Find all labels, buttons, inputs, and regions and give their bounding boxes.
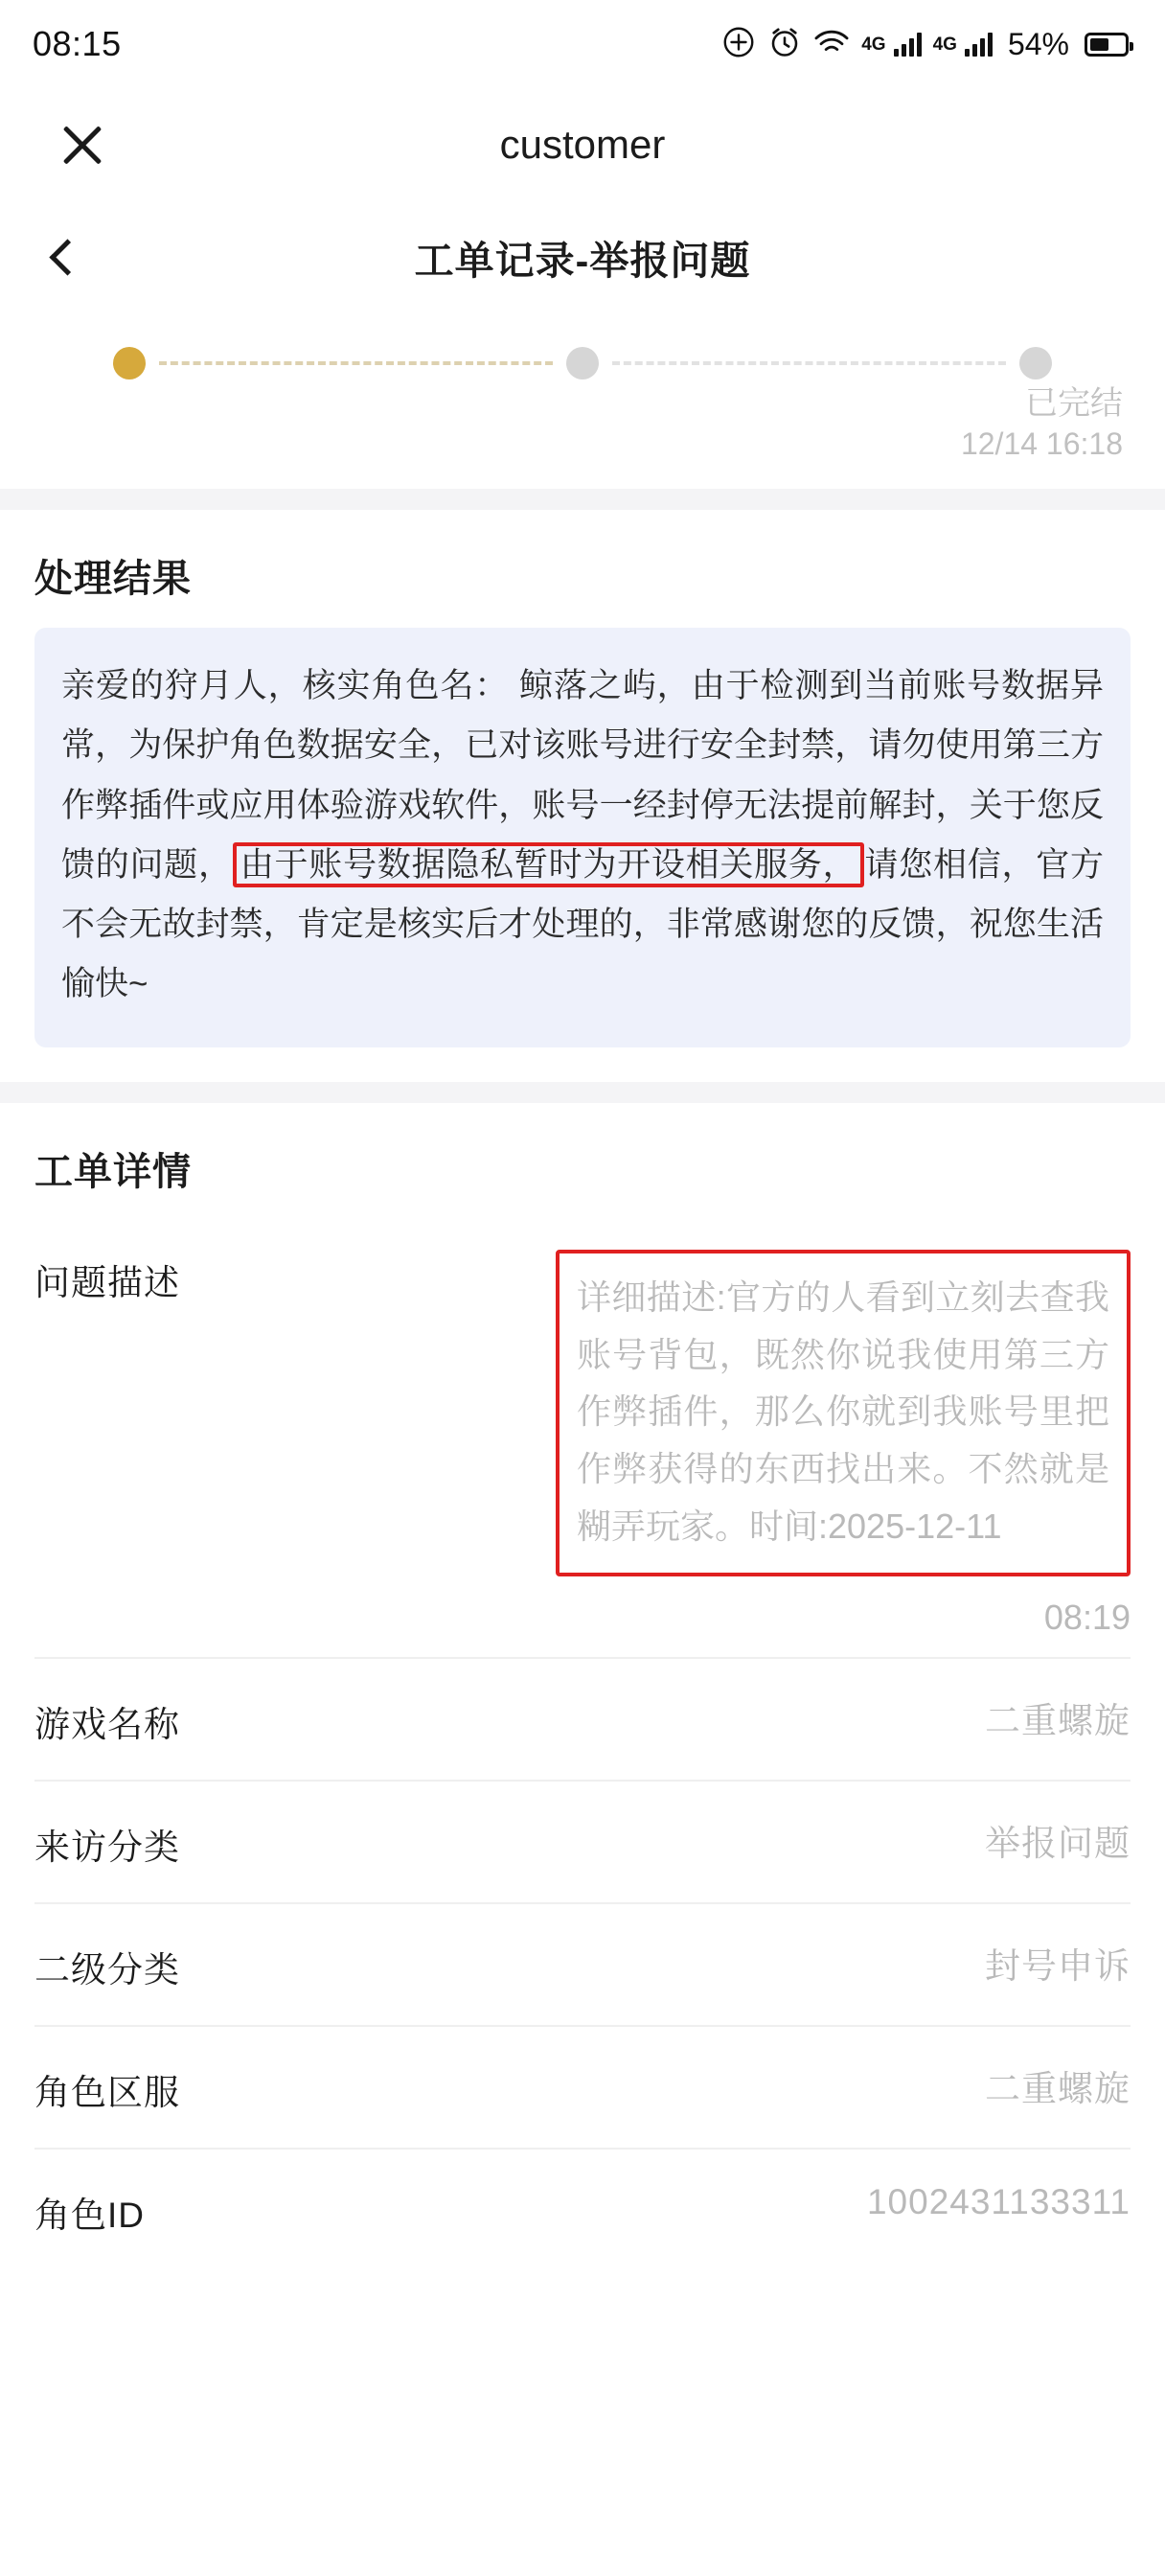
- row-value-role-id: 1002431133311: [866, 2181, 1131, 2221]
- row-label-visit-category: 来访分类: [34, 1827, 180, 1867]
- row-label-game-name: 游戏名称: [34, 1704, 180, 1744]
- result-text-highlight: 由于账号数据隐私暂时为开设相关服务，: [233, 842, 865, 887]
- row-label-role-id: 角色ID: [34, 2195, 145, 2235]
- network-label-2: 4G: [932, 34, 957, 55]
- page-title: 工单记录-举报问题: [414, 238, 751, 283]
- result-message-text: [61, 656, 1104, 1015]
- close-icon[interactable]: [56, 118, 109, 172]
- description-label: 问题描述: [34, 1262, 180, 1302]
- row-value-sub-category: 封号申诉: [985, 1945, 1131, 1986]
- page-header: [0, 201, 1165, 312]
- description-time: 08:19: [1043, 1597, 1131, 1637]
- description-block: [556, 1250, 1131, 1638]
- description-highlight-box: [556, 1250, 1131, 1576]
- status-icons: [721, 25, 1129, 64]
- result-section: [0, 510, 1165, 1047]
- row-value-game-name: 二重螺旋: [985, 1700, 1131, 1740]
- stepper-status-label: 已完结: [1025, 385, 1123, 422]
- battery-icon: [1085, 33, 1129, 57]
- detail-row-description: [34, 1221, 1131, 1657]
- stepper-dash-2: [612, 361, 1006, 365]
- battery-percent: 54%: [1007, 26, 1069, 61]
- table-row: [34, 1782, 1131, 1904]
- result-message-box: [34, 628, 1131, 1047]
- stepper-status-time: 12/14 16:18: [960, 426, 1123, 461]
- row-label-sub-category: 二级分类: [34, 1949, 180, 1990]
- stepper-dot-3: [1019, 347, 1052, 380]
- wifi-icon: [813, 28, 850, 61]
- row-value-server: 二重螺旋: [985, 2068, 1131, 2108]
- table-row: [34, 1659, 1131, 1782]
- back-chevron-icon[interactable]: [44, 240, 79, 274]
- table-row: [34, 2027, 1131, 2150]
- section-divider-2: [0, 1082, 1165, 1103]
- stepper-dot-1: [113, 347, 146, 380]
- result-text-part1: 亲爱的狩月人，核实角色名： 鲸落之屿，由于检测到当前账号数据异常，为保护角色数据安全，已对该账号进行安全封禁，请勿使用第三方作弊插件或应用体验游戏软件，账号一经封停无法提前解封，关于您反馈的问题，: [61, 667, 1104, 884]
- app-title-bar: [0, 88, 1165, 201]
- description-text: 详细描述:官方的人看到立刻去查我账号背包，既然你说我使用第三方作弊插件，那么你就到我账号里把作弊获得的东西找出来。不然就是糊弄玩家。时间:2025-12-11: [577, 1276, 1109, 1546]
- row-value-visit-category: 举报问题: [985, 1823, 1131, 1863]
- row-label-server: 角色区服: [34, 2072, 180, 2112]
- signal-bars-2-icon: [965, 32, 993, 57]
- signal-bars-1-icon: [894, 32, 922, 57]
- result-section-title: 处理结果: [34, 558, 192, 600]
- status-bar: [0, 0, 1165, 88]
- detail-section-title: 工单详情: [34, 1150, 192, 1193]
- result-text-part2: 请您相信，官方不会无故封禁，肯定是核实后才处理的，非常感谢您的反馈，祝您生活愉快~: [61, 845, 1104, 1003]
- app-title: customer: [499, 122, 666, 167]
- ticket-progress-stepper: [0, 312, 1165, 489]
- alarm-clock-icon: [767, 25, 802, 64]
- network-label-1: 4G: [861, 34, 886, 55]
- ticket-detail-section: [0, 1103, 1165, 2270]
- stepper-dot-2: [566, 347, 599, 380]
- table-row: [34, 2150, 1131, 2270]
- add-circle-icon: [721, 25, 756, 64]
- status-time: 08:15: [33, 24, 122, 63]
- table-row: [34, 1904, 1131, 2027]
- stepper-dash-1: [159, 361, 553, 365]
- section-divider-1: [0, 489, 1165, 510]
